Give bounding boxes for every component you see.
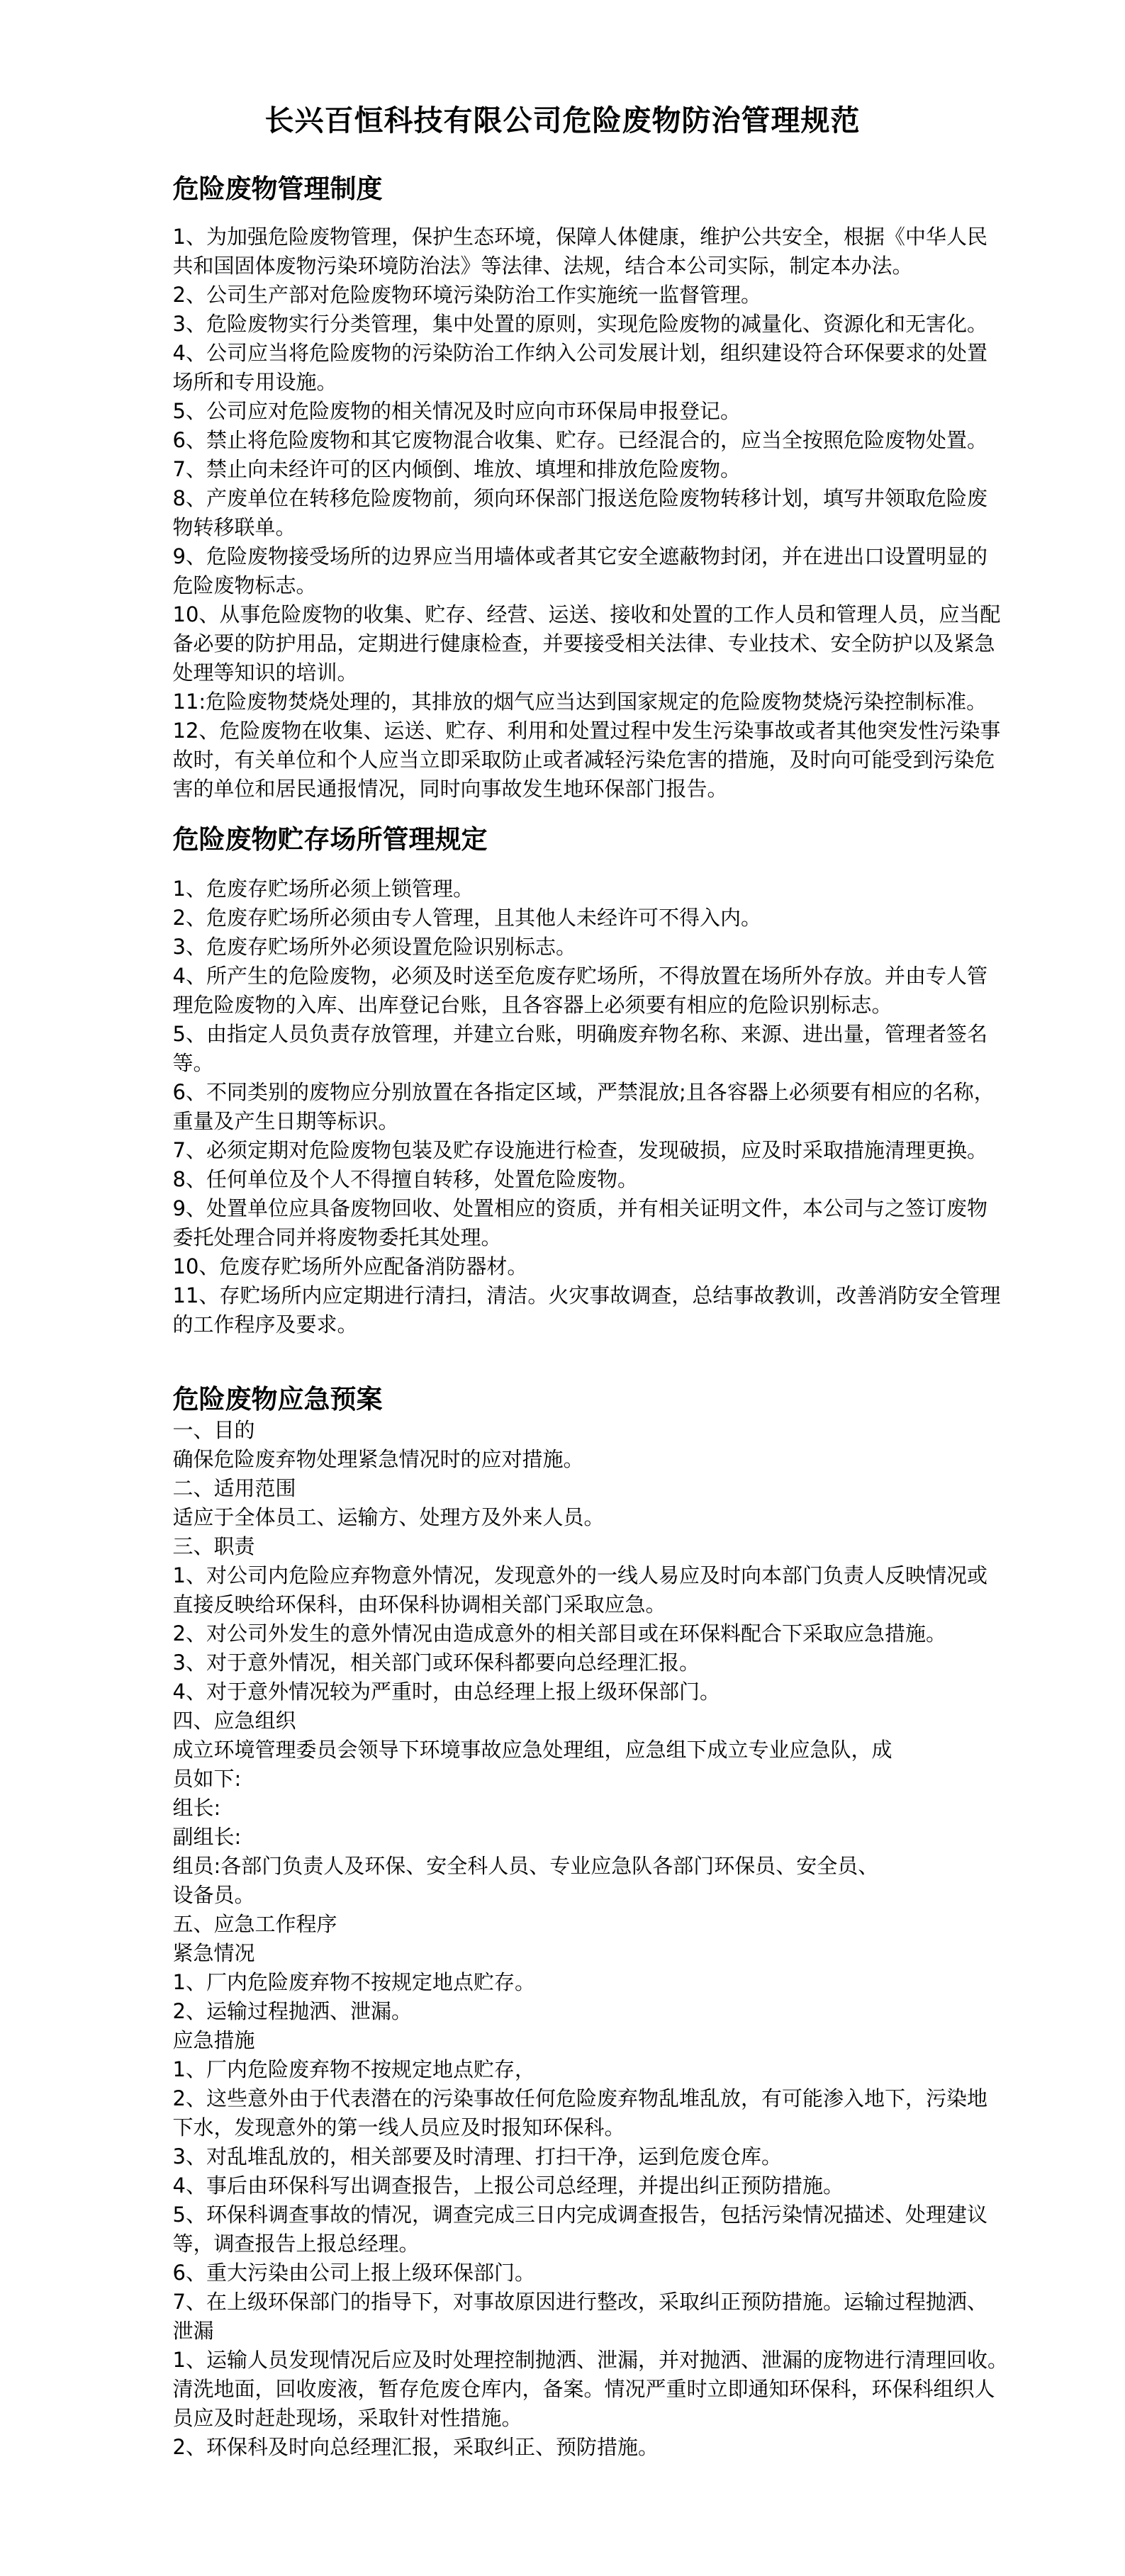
section-emergency-plan	[172, 1383, 1008, 2462]
text-line: 清洗地面，回收废液，暂存危废仓库内，备案。情况严重时立即通知环保科，环保科组织人	[172, 2377, 995, 2401]
text-line: 4、公司应当将危险废物的污染防治工作纳入公司发展计划，组织建设符合环保要求的处置	[172, 341, 987, 365]
text-line: 五、应急工作程序	[172, 1912, 337, 1936]
text-line: 4、所产生的危险废物，必须及时送至危废存贮场所，不得放置在场所外存放。并由专人管	[172, 964, 987, 988]
text-line: 6、禁止将危险废物和其它废物混合收集、贮存。已经混合的，应当全按照危险废物处置。	[172, 428, 987, 452]
text-line: 备必要的防护用品，定期进行健康检查，并要接受相关法律、专业技术、安全防护以及紧急	[172, 631, 995, 656]
text-line: 2、对公司外发生的意外情况由造成意外的相关部目或在环保料配合下采取应急措施。	[172, 1621, 946, 1646]
text-line: 1、为加强危险废物管理，保护生态环境，保障人体健康，维护公共安全，根据《中华人民	[172, 225, 987, 249]
section-2-heading: 危险废物贮存场所管理规定	[172, 824, 488, 855]
text-line: 二、适用范围	[172, 1476, 296, 1500]
text-line: 成立环境管理委员会领导下环境事故应急处理组，应急组下成立专业应急队，成	[172, 1738, 892, 1762]
text-line: 组长:	[172, 1796, 221, 1820]
text-line: 确保危险废弃物处理紧急情况时的应对措施。	[172, 1447, 584, 1471]
text-line: 直接反映给环保科，由环保科协调相关部门采取应急。	[172, 1592, 666, 1616]
text-line: 适应于全体员工、运输方、处理方及外来人员。	[172, 1505, 605, 1529]
text-line: 1、厂内危险废弃物不按规定地点贮存。	[172, 1970, 535, 1994]
text-line: 6、不同类别的废物应分别放置在各指定区域，严禁混放;且各容器上必须要有相应的名称，	[172, 1080, 995, 1104]
text-line: 副组长:	[172, 1825, 242, 1849]
text-line: 2、这些意外由于代表潜在的污染事故任何危险废弃物乱堆乱放，有可能渗入地下，污染地	[172, 2086, 987, 2110]
text-line: 一、目的	[172, 1418, 255, 1442]
text-line: 3、对乱堆乱放的，相关部要及时清理、打扫干净，运到危废仓库。	[172, 2144, 782, 2169]
text-line: 三、职责	[172, 1534, 255, 1558]
section-3-body	[172, 1416, 1008, 2462]
text-line: 害的单位和居民通报情况，同时向事故发生地环保部门报告。	[172, 777, 728, 801]
text-line: 2、环保科及时向总经理汇报，采取纠正、预防措施。	[172, 2435, 659, 2459]
text-line: 1、对公司内危险应弃物意外情况，发现意外的一线人易应及时向本部门负责人反映情况或	[172, 1563, 987, 1587]
text-line: 2、运输过程抛洒、泄漏。	[172, 1999, 412, 2023]
section-hazardous-waste-management	[172, 173, 1001, 804]
text-line: 3、危废存贮场所外必须设置危险识别标志。	[172, 935, 576, 959]
text-line: 10、从事危险废物的收集、贮存、经营、运送、接收和处置的工作人员和管理人员，应当配	[172, 602, 1001, 626]
text-line: 1、危废存贮场所必须上锁管理。	[172, 877, 474, 901]
text-line: 物转移联单。	[172, 515, 296, 539]
text-line: 设备员。	[172, 1883, 255, 1907]
text-line: 7、禁止向未经许可的区内倾倒、堆放、填埋和排放危险废物。	[172, 457, 741, 481]
text-line: 11:危险废物焚烧处理的，其排放的烟气应当达到国家规定的危险废物焚烧污染控制标准。	[172, 690, 987, 714]
text-line: 场所和专用设施。	[172, 370, 337, 394]
text-line: 9、处置单位应具备废物回收、处置相应的资质，并有相关证明文件，本公司与之签订废物	[172, 1196, 987, 1220]
document-title: 长兴百恒科技有限公司危险废物防治管理规范	[264, 103, 861, 137]
text-line: 6、重大污染由公司上报上级环保部门。	[172, 2261, 535, 2285]
text-line: 2、公司生产部对危险废物环境污染防治工作实施统一监督管理。	[172, 283, 761, 307]
text-line: 员应及时赶赴现场，采取针对性措施。	[172, 2406, 522, 2430]
text-line: 2、危废存贮场所必须由专人管理，且其他人未经许可不得入内。	[172, 906, 761, 930]
text-line: 7、必须定期对危险废物包装及贮存设施进行检查，发现破损，应及时采取措施清理更换。	[172, 1138, 987, 1162]
text-line: 1、运输人员发现情况后应及时处理控制抛洒、泄漏，并对抛洒、泄漏的庞物进行清理回收。	[172, 2348, 1008, 2372]
text-line: 组员:各部门负责人及环保、安全科人员、专业应急队各部门环保员、安全员、	[172, 1854, 879, 1878]
text-line: 8、产废单位在转移危险废物前，须向环保部门报送危险废物转移计划，填写井领取危险废	[172, 486, 987, 510]
text-line: 11、存贮场所内应定期进行清扫，清洁。火灾事故调查，总结事故教训，改善消防安全管理	[172, 1283, 1001, 1307]
text-line: 5、由指定人员负责存放管理，并建立台账，明确废弃物名称、来源、进出量，管理者签名	[172, 1022, 987, 1046]
text-line: 等。	[172, 1051, 214, 1075]
text-line: 下水，发现意外的第一线人员应及时报知环保科。	[172, 2115, 625, 2139]
text-line: 危险废物标志。	[172, 573, 317, 597]
text-line: 9、危险废物接受场所的边界应当用墙体或者其它安全遮蔽物封闭，并在进出口设置明显的	[172, 544, 987, 568]
text-line: 处理等知识的培训。	[172, 660, 358, 685]
text-line: 泄漏	[172, 2319, 214, 2343]
text-line: 应急措施	[172, 2028, 255, 2052]
text-line: 5、环保科调查事故的情况，调查完成三日内完成调查报告，包括污染情况描述、处理建议	[172, 2203, 987, 2227]
text-line: 四、应急组织	[172, 1709, 296, 1733]
text-line: 委托处理合同并将废物委托其处理。	[172, 1225, 502, 1249]
text-line: 理危险废物的入库、出库登记台账，且各容器上必须要有相应的危险识别标志。	[172, 993, 892, 1017]
text-line: 员如下:	[172, 1767, 242, 1791]
text-line: 10、危废存贮场所外应配备消防器材。	[172, 1254, 528, 1278]
text-line: 4、对于意外情况较为严重时，由总经理上报上级环保部门。	[172, 1680, 720, 1704]
section-1-body	[172, 223, 1001, 804]
section-1-heading: 危险废物管理制度	[172, 174, 383, 204]
text-line: 3、对于意外情况，相关部门或环保科都要向总经理汇报。	[172, 1650, 700, 1675]
text-line: 的工作程序及要求。	[172, 1312, 358, 1337]
text-line: 3、危险废物实行分类管理，集中处置的原则，实现危险废物的减量化、资源化和无害化。	[172, 312, 987, 336]
text-line: 等，调查报告上报总经理。	[172, 2232, 420, 2256]
text-line: 8、任何单位及个人不得擅自转移，处置危险废物。	[172, 1167, 638, 1191]
text-line: 7、在上级环保部门的指导下，对事故原因进行整改，采取纠正预防措施。运输过程抛洒、	[172, 2290, 987, 2314]
text-line: 4、事后由环保科写出调查报告，上报公司总经理，并提出纠正预防措施。	[172, 2173, 844, 2198]
text-line: 5、公司应对危险废物的相关情况及时应向市环保局申报登记。	[172, 399, 741, 423]
section-storage-site-rules	[172, 823, 1001, 1339]
text-line: 12、危险废物在收集、运送、贮存、利用和处置过程中发生污染事故或者其他突发性污染事	[172, 719, 1001, 743]
section-2-body	[172, 874, 1001, 1339]
text-line: 共和国固体废物污染环境防治法》等法律、法规，结合本公司实际，制定本办法。	[172, 254, 913, 278]
text-line: 重量及产生日期等标识。	[172, 1109, 399, 1133]
text-line: 紧急情况	[172, 1941, 255, 1965]
text-line: 故时，有关单位和个人应当立即采取防止或者减轻污染危害的措施，及时向可能受到污染危	[172, 748, 995, 772]
section-3-heading: 危险废物应急预案	[172, 1384, 383, 1414]
text-line: 1、厂内危险废弃物不按规定地点贮存，	[172, 2057, 535, 2081]
document-page	[172, 0, 1008, 2462]
